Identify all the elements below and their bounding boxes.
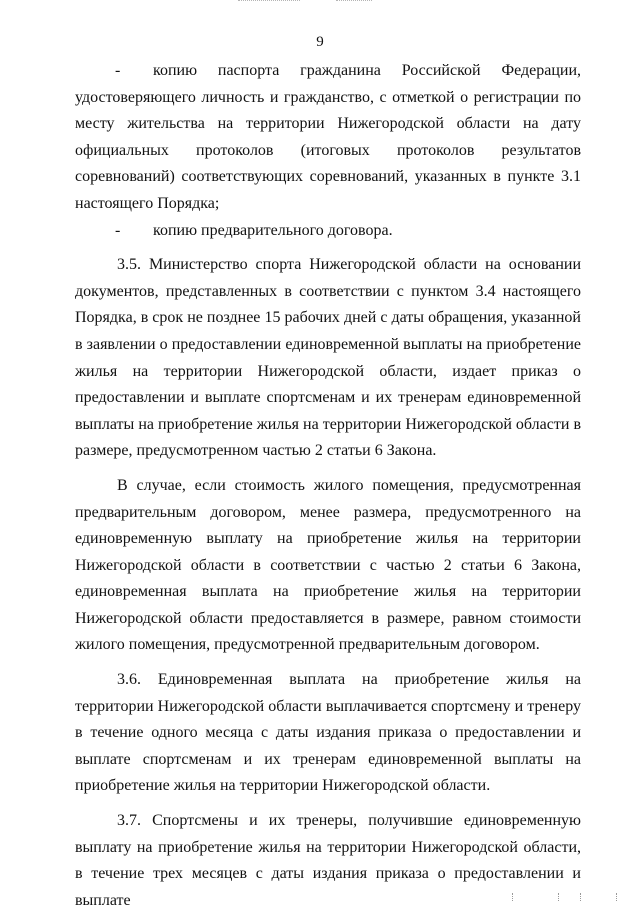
document-body [75,58,581,914]
paragraph-3-7: 3.7. Спортсмены и их тренеры, получившие единовременную выплату на приобретение жилья на территории Нижегородской области, в течение трех месяцев с даты издания приказа о предоставлении и выплате [75,812,581,909]
list-item-text: копию паспорта гражданина Российской Федерации, удостоверяющего личность и гражданство, с отметкой о регистрации по месту жительства на территории Нижегородской области на дату официальных протоколов (итоговых протоколов результатов соревнований) соответствующих соревнований, указанных в пункте 3.1 настоящего Порядка; [75,62,581,212]
paragraph-3-6: 3.6. Единовременная выплата на приобретение жилья на территории Нижегородской области выплачивается спортсмену и тренеру в течение одного месяца с даты издания приказа о предоставлении и выплате спортсменам и их тренерам единовременной выплаты на приобретение жилья на территории Нижегородской области. [75,671,581,795]
list-dash: - [115,62,121,79]
page-number: 9 [316,34,324,50]
scan-artifact [238,0,300,5]
list-item [75,58,581,218]
scan-artifact-bottom [440,887,640,901]
scan-artifact [336,0,372,5]
list-dash: - [115,221,121,239]
paragraph-case: В случае, если стоимость жилого помещения, предусмотренная предварительным договором, менее размера, предусмотренного на единовременную выплату на приобретение жилья на территории Нижегородской области в соответствии с частью 2 статьи 6 Закона, единовременная выплата на приобретение жилья на территории Нижегородской области предоставляется в размере, равном стоимости жилого помещения, предусмотренной предварительным договором. [75,476,581,654]
paragraph-3-5: 3.5. Министерство спорта Нижегородской области на основании документов, представленных в соответствии с пунктом 3.4 настоящего Порядка, в срок не позднее 15 рабочих дней с даты обращения, указанной в заявлении о предоставлении единовременной выплаты на приобретение жилья на территории Нижегородской области, издает приказ о предоставлении и выплате спортсменам и их тренерам единовременной выплаты на приобретение жилья на территории Нижегородской области в размере, предусмотренном частью 2 статьи 6 Закона. [75,256,581,460]
list-item-text: копию предварительного договора. [153,221,393,239]
list-item [75,218,581,245]
